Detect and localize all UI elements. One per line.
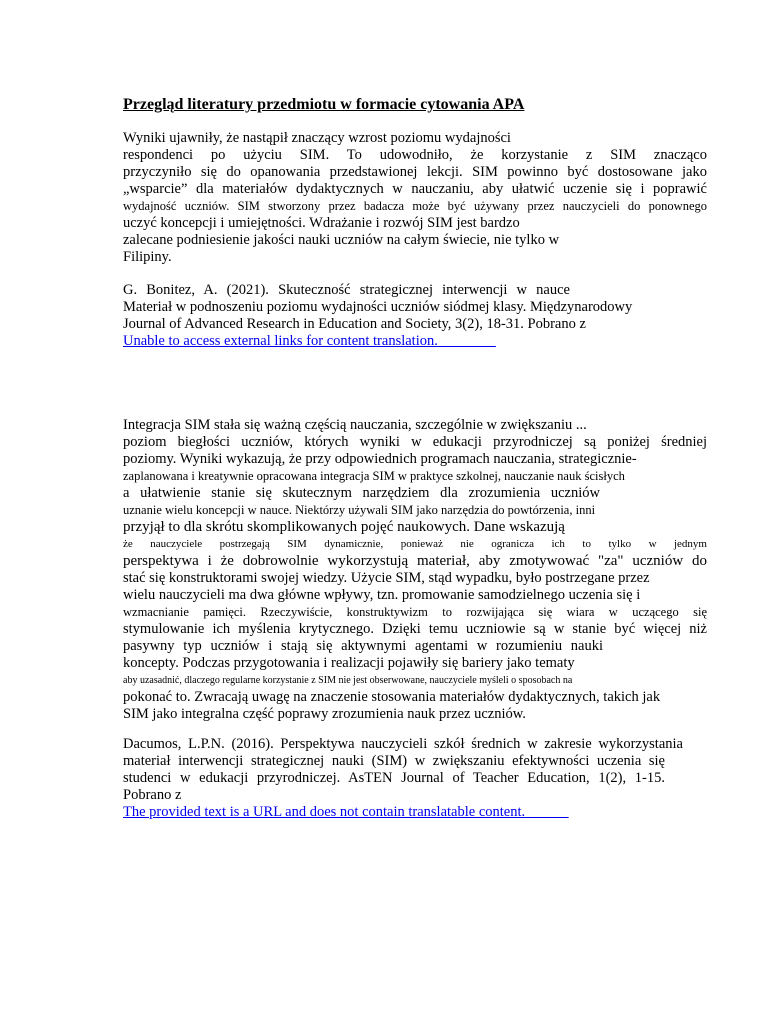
text-line: pasywny typ uczniów i stają się aktywnymi agentami w rozumieniu nauki — [123, 638, 603, 654]
reference-line: studenci w edukacji przyrodniczej. AsTEN Journal of Teacher Education, 1(2), 1-15. — [123, 770, 665, 786]
text-line: SIM jako integralna część poprawy zrozumienia nauk przez uczniów. — [123, 706, 526, 722]
reference-line: materiał interwencji strategicznej nauki (SIM) w zwiększaniu efektywności uczenia się — [123, 753, 665, 769]
text-line: respondenci po użyciu SIM. To udowodniło, że korzystanie z SIM znacząco — [123, 147, 707, 163]
text-line: poziom biegłości uczniów, których wyniki w edukacji przyrodniczej są poniżej średniej — [123, 434, 707, 450]
text-line: aby uzasadnić, dlaczego regularne korzystanie z SIM nie jest obserwowane, nauczyciele myśleli o sposobach na — [123, 675, 573, 686]
text-line: wielu nauczycieli ma dwa główne wpływy, tzn. promowanie samodzielnego uczenia się i — [123, 587, 641, 603]
text-line: że nauczyciele postrzegają SIM dynamicznie, ponieważ nie ogranicza ich to tylko w jednym — [123, 538, 707, 550]
text-line: „wsparcie” dla materiałów dydaktycznych w nauczaniu, aby ułatwić uczenie się i poprawić — [123, 181, 707, 197]
reference-bonitez — [123, 282, 707, 350]
text-line: wzmacnianie pamięci. Rzeczywiście, konstruktywizm to rozwijająca się wiara w uczącego się — [123, 605, 707, 619]
text-line: Filipiny. — [123, 249, 172, 265]
text-line: przyczyniło się do opanowania przedstawionej lekcji. SIM powinno być dostosowane jako — [123, 164, 707, 180]
reference-link[interactable]: Unable to access external links for content translation. — [123, 333, 438, 349]
page-title: Przegląd literatury przedmiotu w formacie cytowania APA — [123, 96, 525, 113]
text-line: a ułatwienie stanie się skutecznym narzędziem dla zrozumienia uczniów — [123, 485, 600, 501]
text-line: stać się konstruktorami swojej wiedzy. Użycie SIM, stąd wypadku, było postrzegane przez — [123, 570, 650, 586]
reference-link-line — [123, 804, 707, 821]
reference-line: Materiał w podnoszeniu poziomu wydajności uczniów siódmej klasy. Międzynarodowy — [123, 299, 633, 315]
link-underline-trail — [525, 804, 569, 820]
text-line: uczyć koncepcji i umiejętności. Wdrażanie i rozwój SIM jest bardzo — [123, 215, 520, 231]
reference-line: G. Bonitez, A. (2021). Skuteczność strategicznej interwencji w nauce — [123, 282, 570, 298]
text-line: przyjął to dla skrótu skomplikowanych pojęć naukowych. Dane wskazują — [123, 519, 565, 535]
reference-link[interactable]: The provided text is a URL and does not contain translatable content. — [123, 804, 526, 820]
reference-line: Journal of Advanced Research in Education and Society, 3(2), 18-31. Pobrano z — [123, 316, 586, 332]
text-line: wydajność uczniów. SIM stworzony przez badacza może być używany przez nauczycieli do ponownego — [123, 199, 707, 213]
text-line: stymulowanie ich myślenia krytycznego. Dzięki temu uczniowie są w stanie być więcej niż — [123, 621, 707, 637]
text-line: pokonać to. Zwracają uwagę na znaczenie stosowania materiałów dydaktycznych, takich jak — [123, 689, 661, 705]
text-line: poziomy. Wyniki wykazują, że przy odpowiednich programach nauczania, strategicznie- — [123, 451, 637, 467]
text-line: Integracja SIM stała się ważną częścią nauczania, szczególnie w zwiększaniu ... — [123, 417, 587, 433]
text-line: uznanie wielu koncepcji w nauce. Niektórzy używali SIM jako narzędzia do powtórzenia, inni — [123, 503, 596, 517]
reference-link-line — [123, 333, 707, 350]
link-underline-trail — [438, 333, 496, 349]
reference-line: Pobrano z — [123, 787, 182, 803]
reference-line: Dacumos, L.P.N. (2016). Perspektywa nauczycieli szkół średnich w zakresie wykorzystania — [123, 736, 683, 752]
reference-dacumos — [123, 736, 707, 821]
results-paragraph — [123, 130, 707, 266]
text-line: zalecane podniesienie jakości nauki uczniów na całym świecie, nie tylko w — [123, 232, 560, 248]
integration-paragraph — [123, 417, 707, 723]
text-line: Wyniki ujawniły, że nastąpił znaczący wzrost poziomu wydajności — [123, 130, 511, 146]
text-line: koncepty. Podczas przygotowania i realizacji pojawiły się bariery jako tematy — [123, 655, 575, 671]
text-line: zaplanowana i kreatywnie opracowana integracja SIM w praktyce szkolnej, nauczanie nauk ścisłych — [123, 469, 625, 483]
text-line: perspektywa i że dobrowolnie wykorzystują materiał, aby zmotywować "za" uczniów do — [123, 553, 707, 569]
